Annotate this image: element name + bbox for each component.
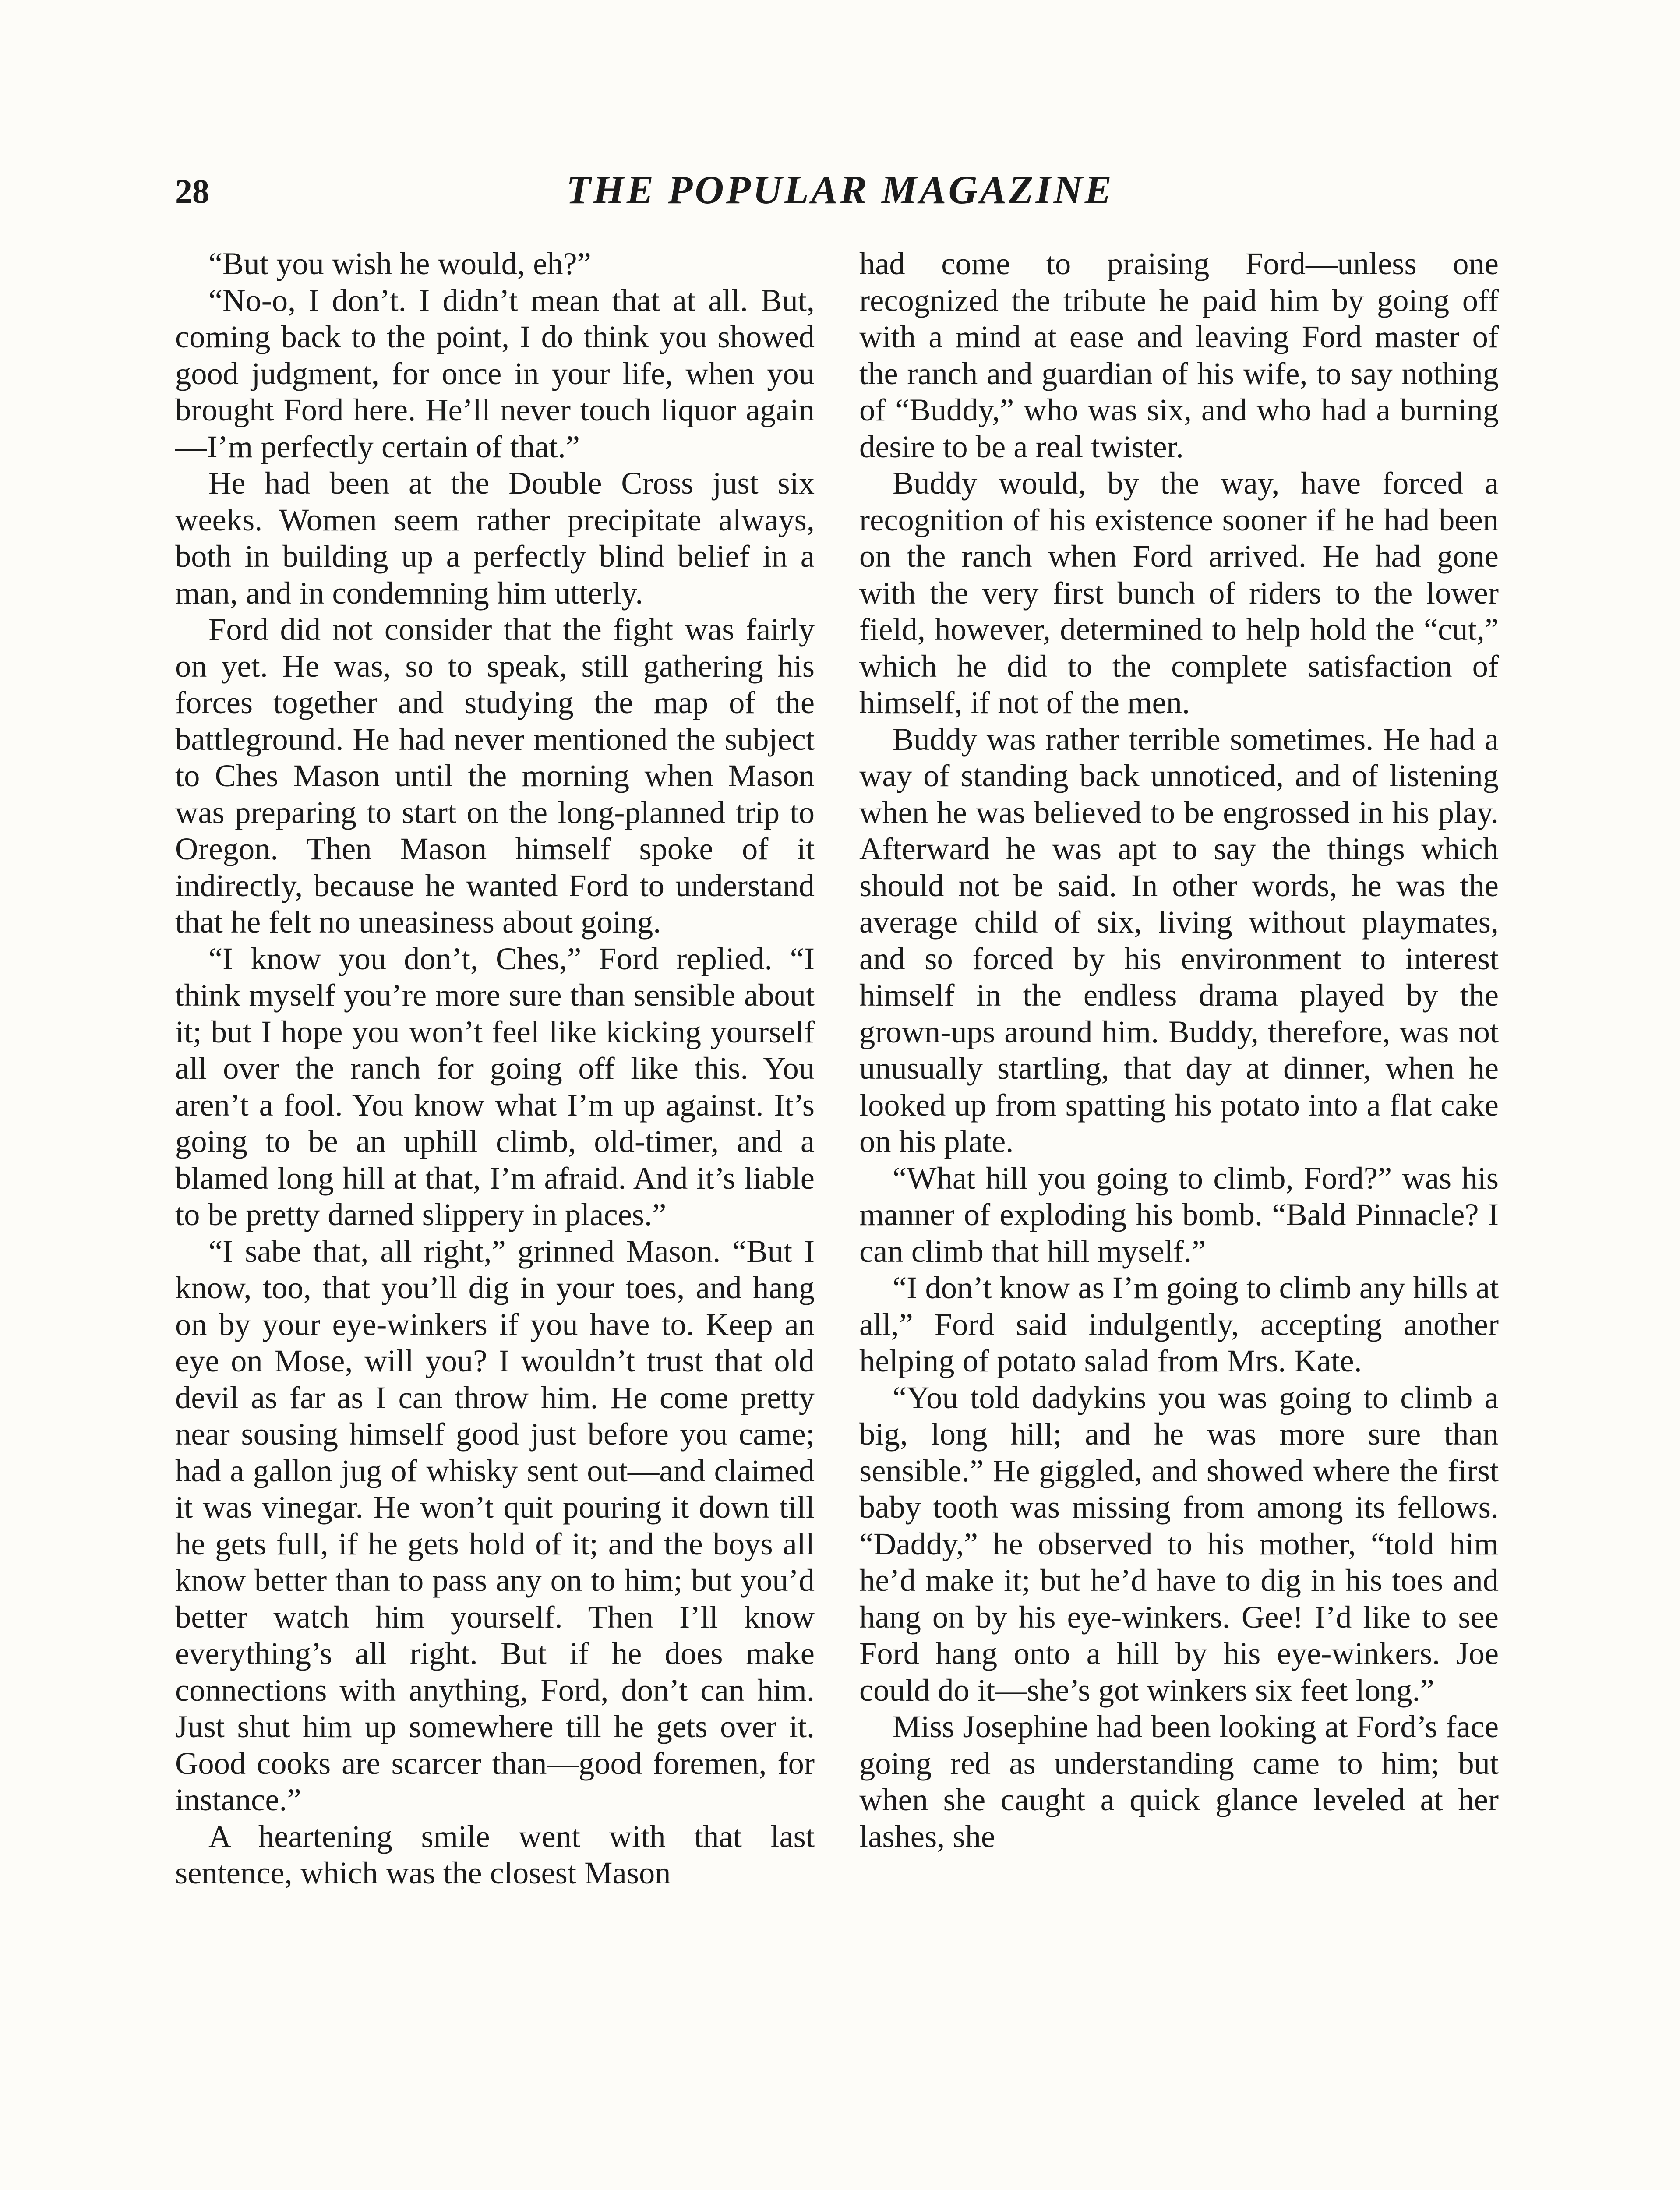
page-number: 28 xyxy=(175,172,209,210)
page-header xyxy=(175,166,1505,219)
paragraph: “No-o, I don’t. I didn’t mean that at all. But, coming back to the point, I do think you showed good judgment, for once in your life, when you brought Ford here. He’ll never touch liquor again—I’m perfectly certain of that.” xyxy=(175,282,815,464)
paragraph: “I don’t know as I’m going to climb any hills at all,” Ford said indulgently, accepting another helping of potato salad from Mrs. Kate. xyxy=(859,1270,1499,1378)
running-title: THE POPULAR MAGAZINE xyxy=(566,167,1114,212)
paragraph: “I sabe that, all right,” grinned Mason. “But I know, too, that you’ll dig in your toes, and hang on by your eye-winkers if you have to. Keep an eye on Mose, will you? I wouldn’t trust that old devil as far as I can throw him. He come pretty near sousing himself good just before you came; had a gallon jug of whisky sent out—and claimed it was vinegar. He won’t quit pouring it down till he gets full, if he gets hold of it; and the boys all know better than to pass any on to him; but you’d better watch him yourself. Then I’ll know everything’s all right. But if he does make connections with anything, Ford, don’t can him. Just shut him up somewhere till he gets over it. Good cooks are scarcer than—good foremen, for instance.” xyxy=(175,1233,815,1817)
paragraph: “You told dadykins you was going to climb a big, long hill; and he was more sure than sensible.” He giggled, and showed where the first baby tooth was missing from among its fellows. “Daddy,” he observed to his mother, “told him he’d make it; but he’d have to dig in his toes and hang on by his eye-winkers. Gee! I’d like to see Ford hang onto a hill by his eye-winkers. Joe could do it—she’s got winkers six feet long.” xyxy=(859,1379,1499,1708)
paragraph: “I know you don’t, Ches,” Ford replied. “I think myself you’re more sure than sensible about it; but I hope you won’t feel like kicking yourself all over the ranch for going off like this. You aren’t a fool. You know what I’m up against. It’s going to be an uphill climb, old-timer, and a blamed long hill at that, I’m afraid. And it’s liable to be pretty darned slippery in places.” xyxy=(175,940,815,1232)
paragraph: Buddy was rather terrible sometimes. He had a way of standing back unnoticed, and of listening when he was believed to be engrossed in his play. Afterward he was apt to say the things which should not be said. In other words, he was the average child of six, living without playmates, and so forced by his environment to interest himself in the endless drama played by the grown-ups around him. Buddy, therefore, was not unusually startling, that day at dinner, when he looked up from spatting his potato into a flat cake on his plate. xyxy=(859,721,1499,1159)
paragraph: He had been at the Double Cross just six weeks. Women seem rather precipitate always, both in building up a perfectly blind belief in a man, and in condemning him utterly. xyxy=(175,465,815,611)
paragraph: “What hill you going to climb, Ford?” was his manner of exploding his bomb. “Bald Pinnacle? I can climb that hill myself.” xyxy=(859,1160,1499,1269)
paragraph: Ford did not consider that the fight was fairly on yet. He was, so to speak, still gathering his forces together and studying the map of the battleground. He had never mentioned the subject to Ches Mason until the morning when Mason was preparing to start on the long-planned trip to Oregon. Then Mason himself spoke of it indirectly, because he wanted Ford to understand that he felt no uneasiness about going. xyxy=(175,611,815,940)
right-column xyxy=(859,245,1499,1854)
paragraph: Buddy would, by the way, have forced a recognition of his existence sooner if he had been on the ranch when Ford arrived. He had gone with the very first bunch of riders to the lower field, however, determined to help hold the “cut,” which he did to the complete satisfaction of himself, if not of the men. xyxy=(859,465,1499,720)
paragraph-continued: had come to praising Ford—unless one recognized the tribute he paid him by going off with a mind at ease and leaving Ford master of the ranch and guardian of his wife, to say nothing of “Buddy,” who was six, and who had a burning desire to be a real twister. xyxy=(859,246,1499,464)
paragraph: A heartening smile went with that last sentence, which was the closest Mason xyxy=(175,1818,815,1890)
left-column xyxy=(175,245,815,1891)
paragraph: “But you wish he would, eh?” xyxy=(208,246,591,281)
paragraph: Miss Josephine had been looking at Ford’s face going red as understanding came to him; but when she caught a quick glance leveled at her lashes, she xyxy=(859,1709,1499,1854)
